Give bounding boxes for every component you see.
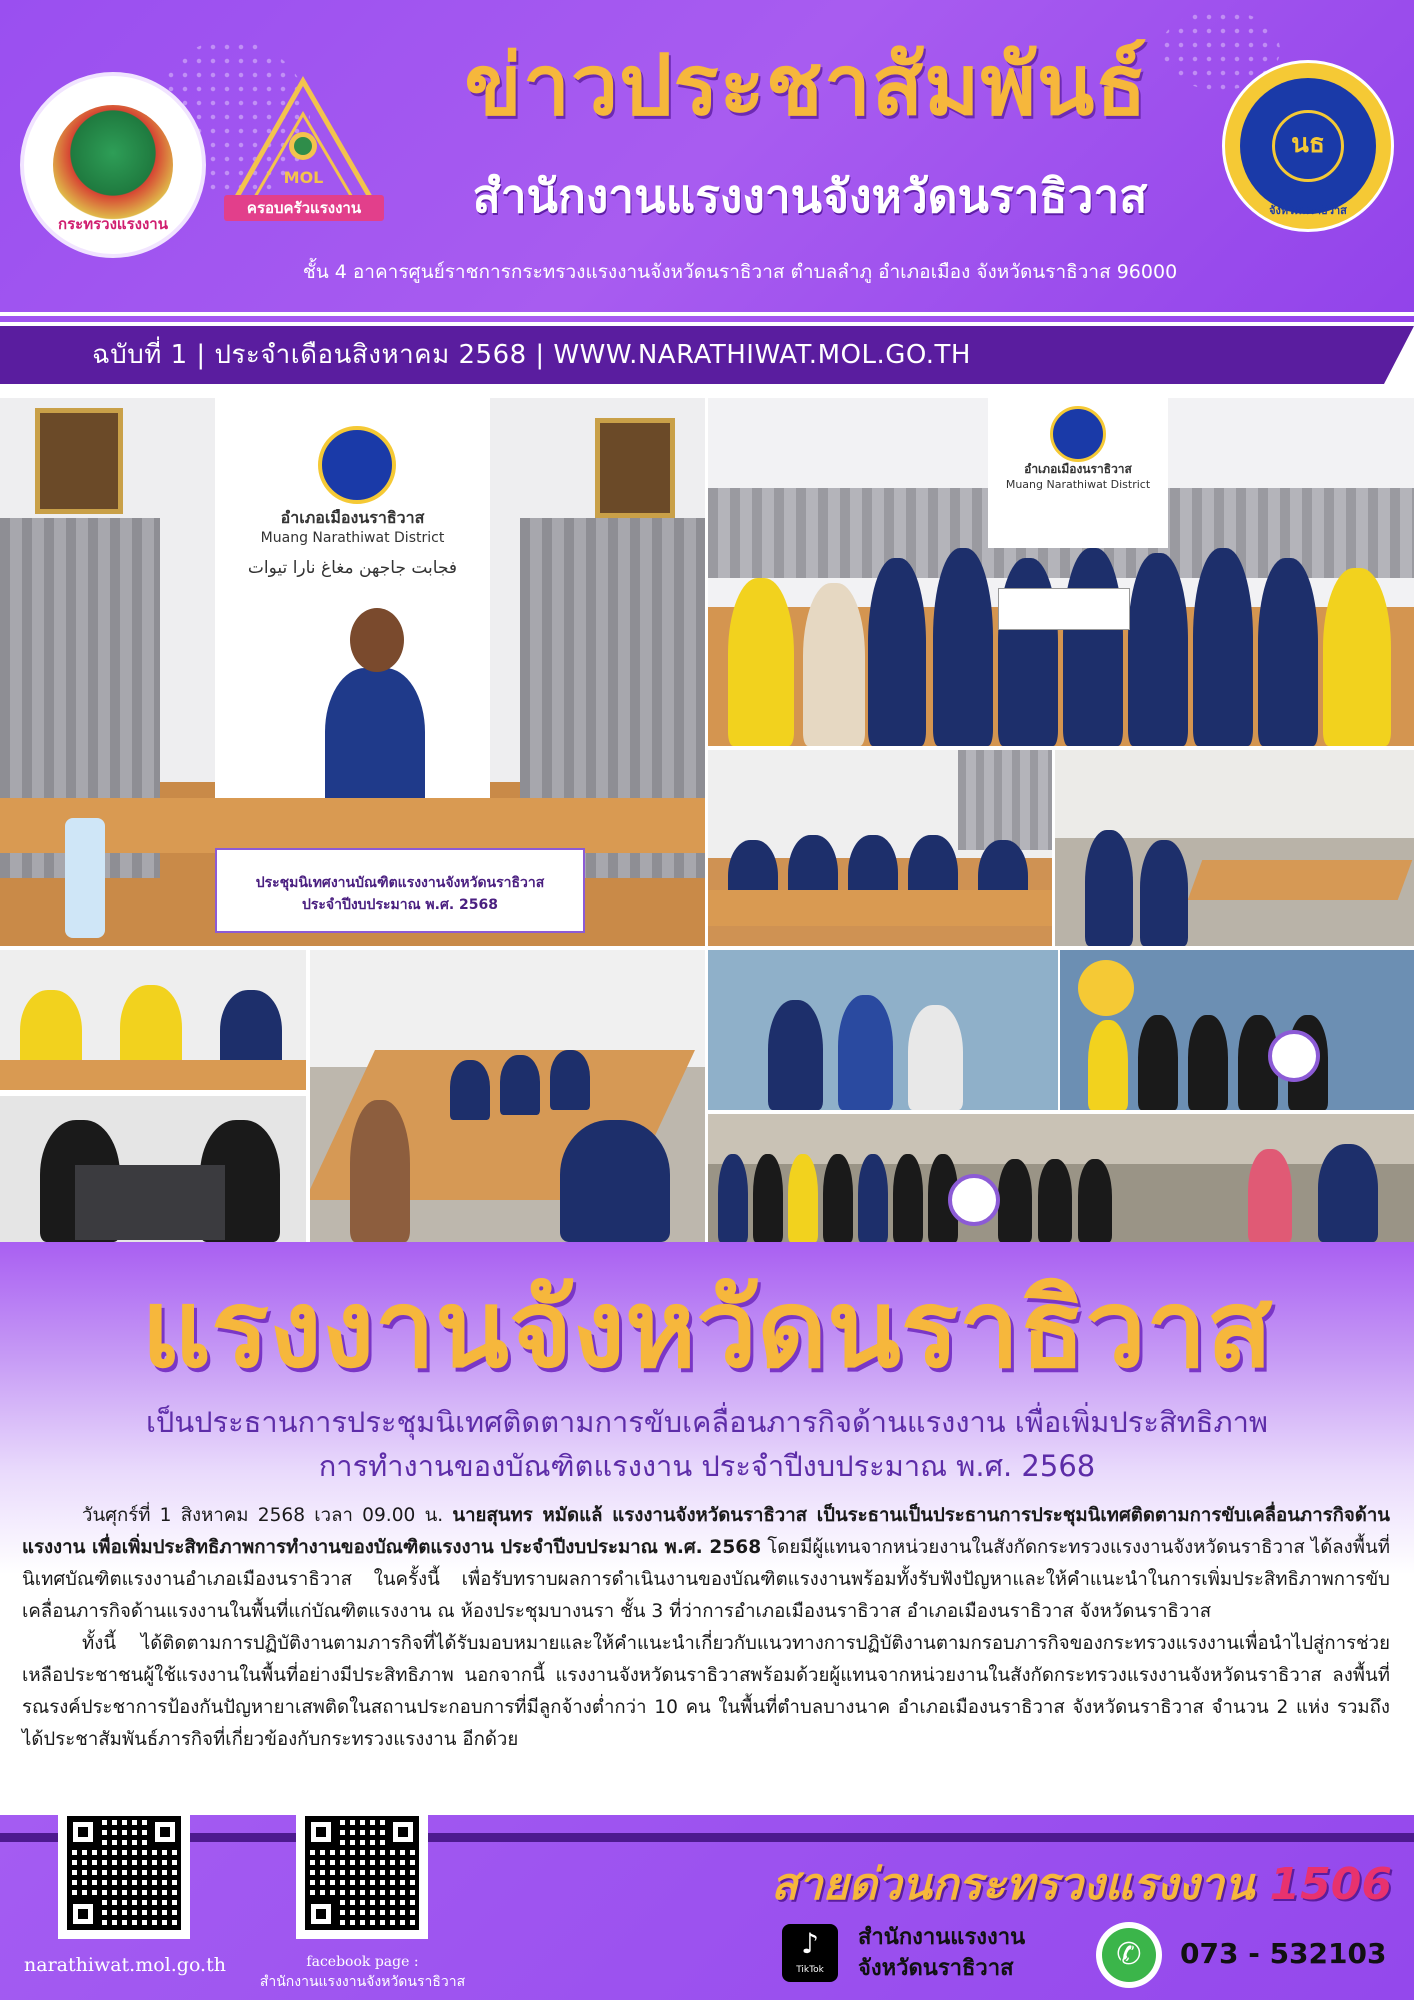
emblem-icon	[1078, 960, 1134, 1016]
page-title: ข่าวประชาสัมพันธ์	[464, 36, 1148, 134]
water-bottle	[65, 818, 105, 938]
certificate-board	[998, 588, 1130, 630]
boat-icon: นธ	[1272, 110, 1344, 182]
photo-collage	[0, 398, 1414, 1242]
phone-number[interactable]: 073 - 532103	[1180, 1937, 1387, 1970]
mol-logo-subtitle: ครอบครัวแรงงาน	[224, 195, 384, 221]
paragraph-1: วันศุกร์ที่ 1 สิงหาคม 2568 เวลา 09.00 น. นายสุนทร หมัดแล้ แรงงานจังหวัดนราธิวาส เป็นระธานเป็นประธานการประชุมนิเทศติดตามการขับเคลื่อนภารกิจด้านแรงงาน เพื่อเพิ่มประสิทธิภาพการทำงานของบัณฑิตแรงงาน ประจำปีงบประมาณ พ.ศ. 2568 โดยมีผู้แทนจากหน่วยงานในสังกัดกระทรวงแรงงานจังหวัดนราธิวาส ได้ลงพื้นที่นิเทศบัณฑิตแรงงานอำเภอเมืองนราธิวาส ในครั้งนี้ เพื่อรับทราบผลการดำเนินงานของบัณฑิตแรงงานพร้อมทั้งรับฟังปัญหาและให้คำแนะนำในการเพิ่มประสิทธิภาพการขับเคลื่อนภารกิจด้านแรงงานในพื้นที่แก่บัณฑิตแรงงาน ณ ห้องประชุมบางนรา ชั้น 3 ที่ว่าการอำเภอเมืองนราธิวาส อำเภอเมืองนราธิวาส จังหวัดนราธิวาส	[22, 1505, 1390, 1622]
district-sign-en: Muang Narathiwat District	[260, 530, 445, 546]
tiktok-icon[interactable]: ♪ TikTok	[782, 1924, 838, 1982]
divider	[0, 312, 1414, 316]
meeting-table	[0, 798, 705, 853]
photo-meeting-room	[1055, 750, 1414, 946]
meeting-banner: ประชุมนิเทศงานบัณฑิตแรงงานจังหวัดนราธิวาส ประจำปีงบประมาณ พ.ศ. 2568	[215, 848, 585, 933]
photo-group: อำเภอเมืองนราธิวาส Muang Narathiwat District	[708, 398, 1414, 746]
campaign-sign	[1268, 1030, 1320, 1082]
paragraph-2: ทั้งนี้ ได้ติดตามการปฏิบัติงานตามภารกิจที่ได้รับมอบหมายและให้คำแนะนำเกี่ยวกับแนวทางการปฏิบัติงานตามกรอบภารกิจของกระทรวงแรงงานเพื่อนำไปสู่การช่วยเหลือประชาชนผู้ใช้แรงงานในพื้นที่อย่างมีประสิทธิภาพ นอกจากนี้ แรงงานจังหวัดนราธิวาสพร้อมด้วยผู้แทนจากหน่วยงานในสังกัดกระทรวงแรงงานจังหวัดนราธิวาส ลงพื้นที่รณรงค์ประชาการป้องกันปัญหายาเสพติดในสถานประกอบการที่มีลูกจ้างต่ำกว่า 10 คน ในพื้นที่ตำบลบางนาค อำเภอเมืองนราธิวาส จังหวัดนราธิวาส จำนวน 2 แห่ง รวมถึงได้ประชาสัมพันธ์ภารกิจที่เกี่ยวข้องกับกระทรวงแรงงาน อีกด้วย	[22, 1633, 1390, 1750]
website-label[interactable]: narathiwat.mol.go.th	[24, 1954, 226, 1976]
ministry-of-labour-seal	[20, 72, 206, 258]
seal-label: กระทรวงแรงงาน	[58, 215, 168, 233]
facebook-qr-code[interactable]	[296, 1807, 428, 1939]
photo-campaign-group	[708, 1114, 1414, 1242]
province-seal-label: จังหวัดนราธิวาส	[1269, 204, 1347, 217]
footer-divider	[0, 1833, 1414, 1842]
photo-conference-table	[310, 950, 705, 1242]
issue-bar	[0, 326, 1414, 384]
article-body	[22, 1500, 1390, 1756]
photo-meeting-row	[708, 750, 1052, 946]
phone-icon: ✆	[1096, 1922, 1162, 1988]
seal-emblem-icon	[53, 105, 173, 225]
province-emblem-icon	[1240, 78, 1376, 214]
office-name: สำนักงานแรงงานจังหวัดนราธิวาส	[472, 169, 1148, 223]
office-address: ชั้น 4 อาคารศูนย์ราชการกระทรวงแรงงานจังหวัดนราธิวาส ตำบลลำภู อำเภอเมือง จังหวัดนราธิวาส 96000	[302, 261, 1178, 283]
emblem-icon	[318, 426, 396, 504]
laptop	[75, 1165, 225, 1240]
article-headline: แรงงานจังหวัดนราธิวาส	[141, 1267, 1273, 1392]
campaign-sign	[948, 1174, 1000, 1226]
facebook-label[interactable]: facebook page : สำนักงานแรงงานจังหวัดนราธิวาส	[259, 1954, 466, 1990]
issue-bar-tail	[1384, 326, 1414, 384]
photo-chairman-meeting	[0, 398, 705, 946]
district-sign-th: อำเภอเมืองนราธิวาส	[280, 508, 425, 527]
royal-portrait	[35, 408, 123, 514]
royal-portrait	[595, 418, 675, 518]
tiktok-account-name[interactable]: สำนักงานแรงงาน จังหวัดนราธิวาส	[858, 1925, 1026, 1981]
district-sign-jawi: فجابت جاجهن مغاغ نارا تيوات	[247, 558, 458, 578]
emblem-icon	[1050, 406, 1106, 462]
mol-logo-text: MOL	[283, 168, 324, 187]
narathiwat-province-seal	[1222, 60, 1394, 232]
photo-campaign-visit	[708, 950, 1414, 1110]
article-subheadline: เป็นประธานการประชุมนิเทศติดตามการขับเคลื่อนภารกิจด้านแรงงาน เพื่อเพิ่มประสิทธิภาพ การทำงานของบัณฑิตแรงงาน ประจำปีงบประมาณ พ.ศ. 2568	[146, 1405, 1268, 1483]
hotline-banner: สายด่วนกระทรวงแรงงาน 1506	[771, 1859, 1392, 1910]
website-qr-code[interactable]	[58, 1807, 190, 1939]
hotline-number: 1506	[1269, 1859, 1392, 1910]
photo-labour-graduates	[0, 950, 306, 1242]
issue-info: ฉบับที่ 1 | ประจำเดือนสิงหาคม 2568 | WWW.NARATHIWAT.MOL.GO.TH	[92, 340, 971, 370]
